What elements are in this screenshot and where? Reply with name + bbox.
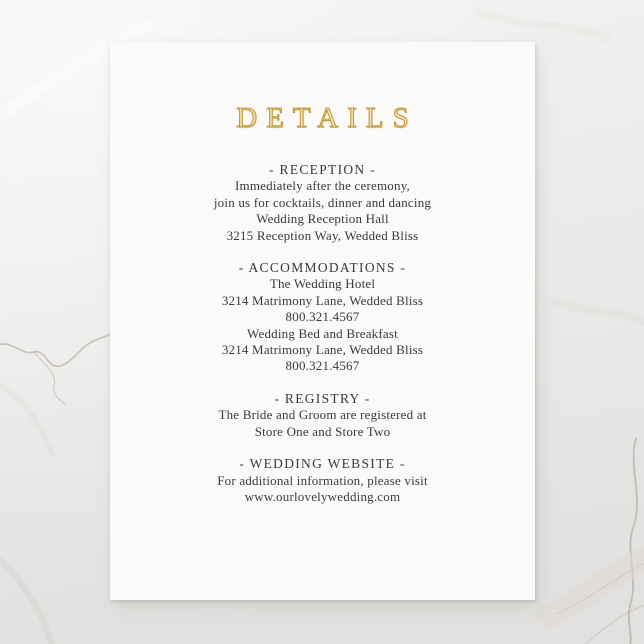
- detail-line: Wedding Bed and Breakfast: [247, 325, 398, 341]
- section-heading-accommodations: - ACCOMMODATIONS -: [238, 260, 407, 276]
- detail-line: Store One and Store Two: [254, 423, 391, 439]
- section-reception: [110, 162, 535, 244]
- section-wedding-website: [110, 456, 535, 505]
- detail-line: 3215 Reception Way, Wedded Bliss: [226, 227, 419, 243]
- section-heading-reception: - RECEPTION -: [269, 162, 376, 177]
- detail-line: For additional information, please visit: [217, 472, 428, 488]
- detail-line: The Wedding Hotel: [269, 276, 376, 292]
- card-sections: [110, 162, 535, 505]
- detail-line: 800.321.4567: [285, 309, 360, 325]
- detail-line: Immediately after the ceremony,: [235, 178, 410, 194]
- section-heading-wedding-website: - WEDDING WEBSITE -: [239, 456, 406, 472]
- section-heading-registry: - REGISTRY -: [274, 390, 371, 406]
- card-title: DETAILS: [236, 102, 418, 134]
- section-registry: [110, 391, 535, 440]
- detail-line: 3214 Matrimony Lane, Wedded Bliss: [221, 342, 424, 358]
- detail-line: The Bride and Groom are registered at: [218, 407, 427, 423]
- website-url: www.ourlovelywedding.com: [244, 488, 401, 504]
- detail-line: 3214 Matrimony Lane, Wedded Bliss: [221, 292, 424, 308]
- detail-line: Wedding Reception Hall: [256, 211, 389, 227]
- detail-line: 800.321.4567: [285, 358, 360, 374]
- details-card: [110, 42, 535, 600]
- section-accommodations: [110, 260, 535, 375]
- detail-line: join us for cocktails, dinner and dancing: [213, 194, 432, 210]
